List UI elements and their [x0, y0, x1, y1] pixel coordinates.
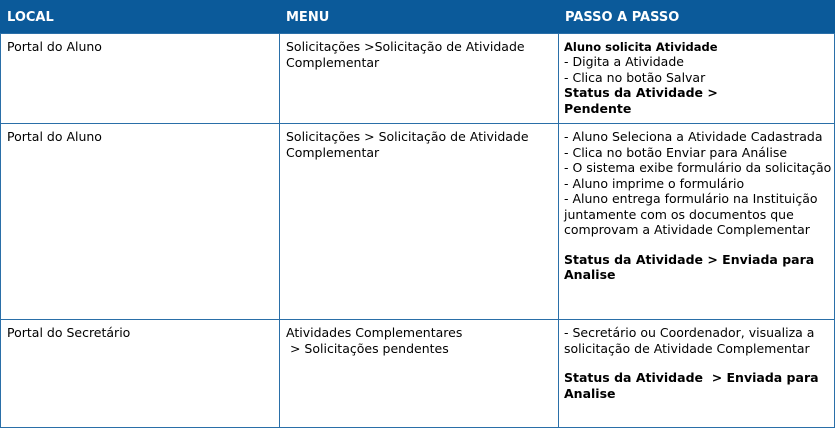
table-row — [1, 320, 835, 428]
menu-path: Solicitações > Solicitação de Atividade Complementar — [286, 129, 529, 160]
status-text: Status da Atividade > Enviada para Analise — [564, 251, 815, 282]
cell-steps — [559, 320, 835, 428]
header-local: LOCAL — [1, 1, 280, 34]
step-item: - Aluno Seleciona a Atividade Cadastrada — [564, 129, 823, 144]
cell-steps — [559, 124, 835, 320]
cell-local: Portal do Secretário — [1, 320, 280, 428]
step-item: - Clica no botão Salvar — [564, 69, 706, 85]
step-item: - Aluno entrega formulário na Instituição juntamente com os documentos que comprovam a Atividade Complementar — [564, 191, 818, 237]
table-row — [1, 124, 835, 320]
status-text: Status da Atividade > Pendente — [564, 85, 718, 116]
step-item: - Clica no botão Enviar para Análise — [564, 144, 788, 160]
step-item: - Digita a Atividade — [564, 54, 684, 69]
cell-menu — [280, 124, 559, 320]
header-menu: MENU — [280, 1, 559, 34]
table-row — [1, 34, 835, 124]
menu-subpath: > Solicitações pendentes — [286, 340, 449, 356]
table-header-row — [1, 1, 835, 34]
header-passo-a-passo: PASSO A PASSO — [559, 1, 835, 34]
step-item: - O sistema exibe formulário da solicitação — [564, 160, 832, 175]
cell-local: Portal do Aluno — [1, 124, 280, 320]
cell-steps — [559, 34, 835, 124]
cell-menu — [280, 34, 559, 124]
status-text: Status da Atividade > Enviada para Analise — [564, 370, 823, 401]
spacer — [564, 356, 832, 370]
cell-menu — [280, 320, 559, 428]
cell-local: Portal do Aluno — [1, 34, 280, 124]
menu-path: Atividades Complementares — [286, 325, 463, 340]
step-item: - Secretário ou Coordenador, visualiza a solicitação de Atividade Complementar — [564, 325, 815, 356]
step-item: - Aluno imprime o formulário — [564, 175, 745, 191]
menu-path: Solicitações >Solicitação de Atividade Complementar — [286, 39, 525, 70]
steps-title: Aluno solicita Atividade — [564, 40, 718, 54]
spacer — [564, 238, 832, 252]
